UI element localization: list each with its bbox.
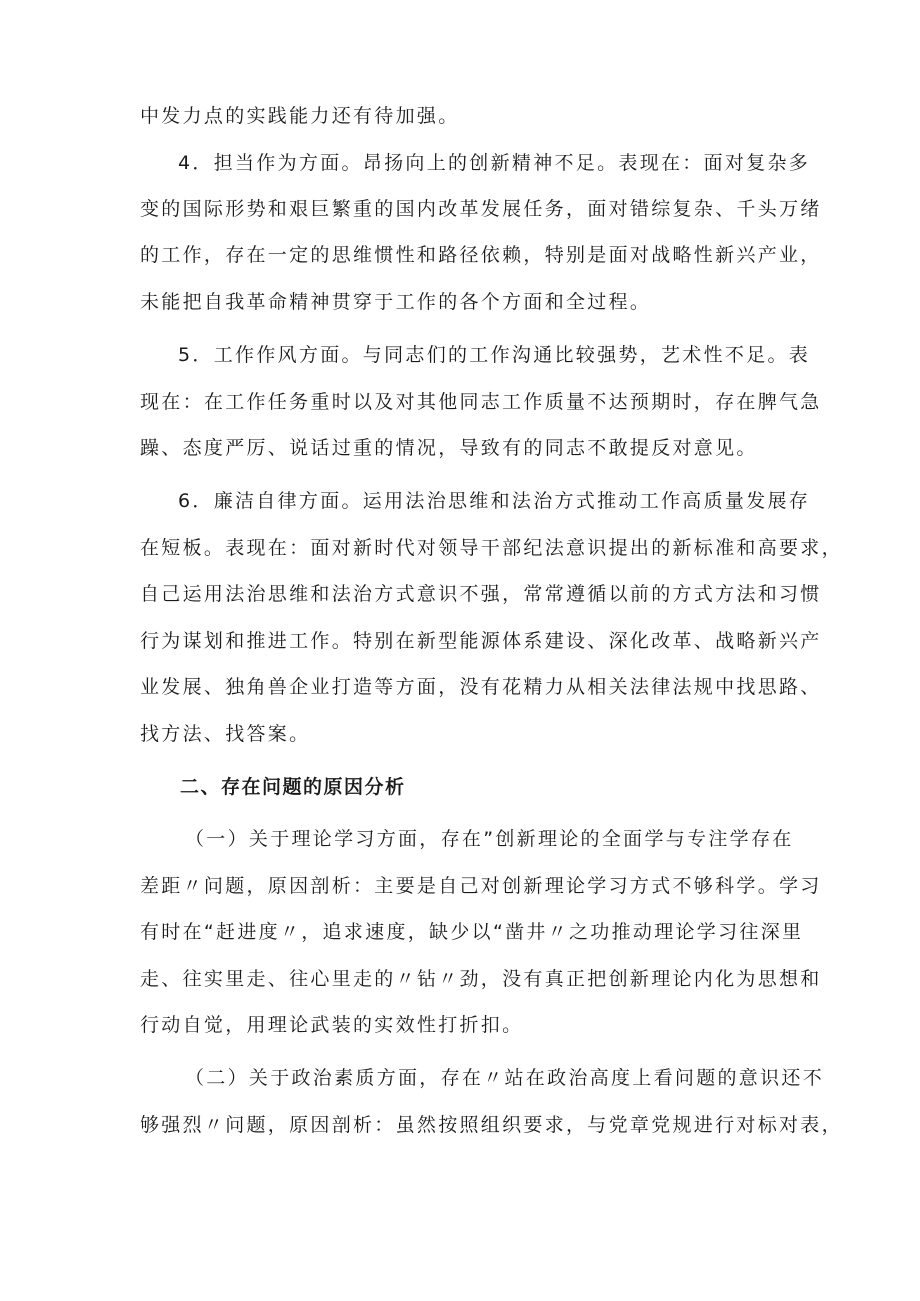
paragraph-4-line-4: 未能把自我革命精神贯穿于工作的各个方面和全过程。 (140, 291, 652, 313)
paragraph-continuation-line: 中发力点的实践能力还有待加强。 (140, 105, 460, 127)
paragraph-4-line-2: 变的国际形势和艰巨繁重的国内改革发展任务，面对错综复杂、千头万绪 (140, 198, 822, 220)
paragraph-b-line-2: 够强烈〃问题，原因剖析：虽然按照组织要求，与党章党规进行对标对表， (140, 1114, 843, 1136)
paragraph-a-line-3: 有时在“赶进度〃，追求速度，缺少以“凿井〃之功推动理论学习往深里 (140, 921, 804, 943)
paragraph-6-line-1: 6．廉洁自律方面。运用法治思维和法治方式推动工作高质量发展存 (178, 490, 811, 512)
paragraph-a-line-2: 差距〃问题，原因剖析：主要是自己对创新理论学习方式不够科学。学习 (140, 875, 822, 897)
paragraph-6-line-3: 自己运用法治思维和法治方式意识不强，常常遵循以前的方式方法和习惯 (140, 583, 822, 605)
paragraph-6-line-5: 业发展、独角兽企业打造等方面，没有花精力从相关法律法规中找思路、 (140, 676, 822, 698)
paragraph-4-line-1: 4．担当作为方面。昂扬向上的创新精神不足。表现在：面对复杂多 (178, 152, 811, 174)
paragraph-6-line-6: 找方法、找答案。 (140, 723, 311, 745)
paragraph-5-line-2: 现在：在工作任务重时以及对其他同志工作质量不达预期时，存在脾气急 (140, 391, 822, 413)
paragraph-4-line-3: 的工作，存在一定的思维惯性和路径依赖，特别是面对战略性新兴产业， (140, 244, 822, 266)
section-heading: 二、存在问题的原因分析 (180, 776, 406, 798)
paragraph-a-line-1: （一）关于理论学习方面，存在”创新理论的全面学与专注学存在 (185, 828, 794, 850)
paragraph-6-line-4: 行为谋划和推进工作。特别在新型能源体系建设、深化改革、战略新兴产 (140, 630, 822, 652)
paragraph-a-line-5: 行动自觉，用理论武装的实效性打折扣。 (140, 1014, 524, 1036)
paragraph-5-line-1: 5．工作作风方面。与同志们的工作沟通比较强势，艺术性不足。表 (178, 344, 811, 366)
paragraph-5-line-3: 躁、态度严厉、说话过重的情况，导致有的同志不敢提反对意见。 (140, 437, 758, 459)
paragraph-6-line-2: 在短板。表现在：面对新时代对领导干部纪法意识提出的新标准和高要求， (140, 537, 843, 559)
paragraph-a-line-4: 走、往实里走、往心里走的〃钻〃劲，没有真正把创新理论内化为思想和 (140, 968, 822, 990)
paragraph-b-line-1: （二）关于政治素质方面，存在〃站在政治高度上看问题的意识还不 (185, 1067, 825, 1089)
